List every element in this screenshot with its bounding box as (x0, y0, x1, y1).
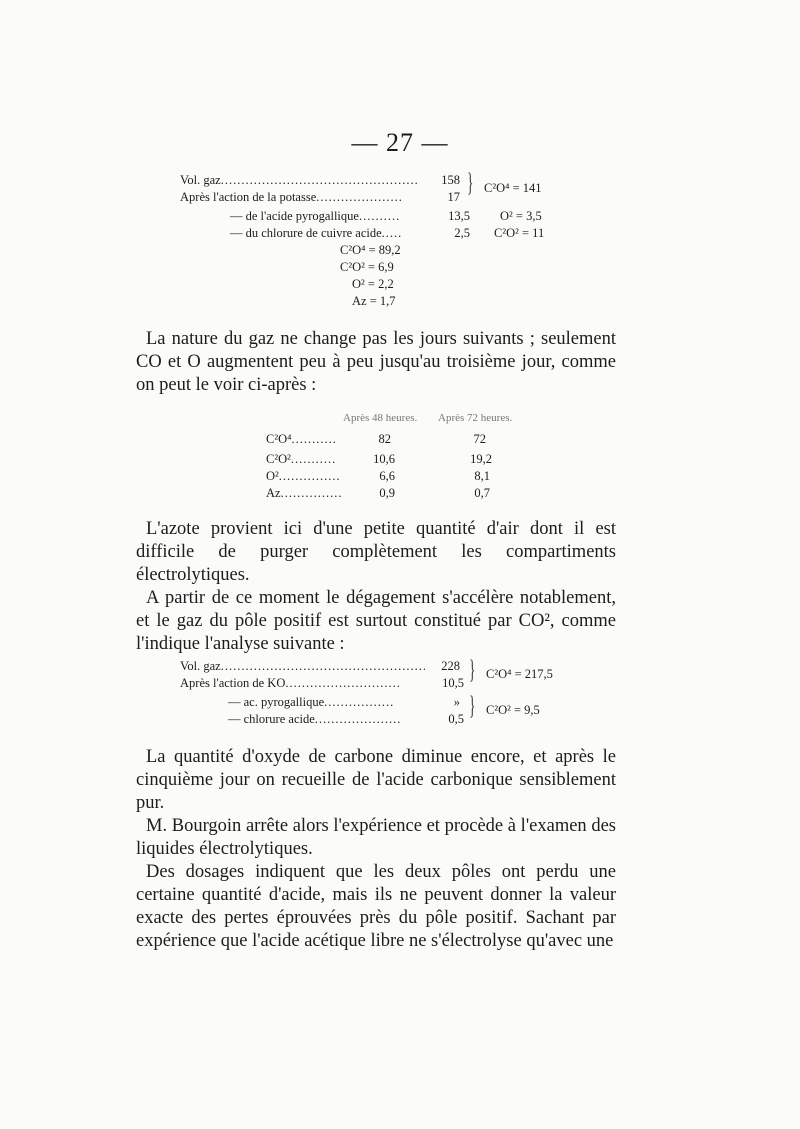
brace-icon: } (469, 691, 476, 720)
table-row: Az..... (266, 485, 343, 502)
table-row: O²..... (266, 468, 341, 485)
table-row: C²O⁴..... (266, 431, 337, 448)
total-line: C²O⁴ = 89,2 (340, 243, 401, 257)
table-value: 10,5 (442, 676, 464, 690)
table-value: 82 (378, 432, 391, 446)
total-line: O² = 2,2 (352, 277, 394, 291)
table-row: — chlorure acide..... (228, 711, 401, 728)
table-value: 72 (473, 432, 486, 446)
paragraph: L'azote provient ici d'une petite quantité d'air dont il est difficile de purger complètement les compartiments électrolytiques. A partir de ce moment le dégagement s'accélère notablement, et le gaz du pôle positif est surtout constitué par CO², comme l'indique l'analyse suivante : (136, 519, 616, 654)
paragraph: La nature du gaz ne change pas les jours suivants ; seulement CO et O augmentent peu à peu jusqu'au troisième jour, comme on peut le voir ci-après : (136, 329, 616, 395)
table-row: C²O²..... (266, 451, 337, 468)
paragraph: La quantité d'oxyde de carbone diminue encore, et après le cinquième jour on recueille de l'acide carbonique sensiblement pur. M. Bourgoin arrête alors l'expérience et procède à l'examen des liquides électrolytiques. Des dosages indiquent que les deux pôles ont perdu une certaine quantité d'acide, mais ils ne peuvent donner la valeur exacte des pertes éprouvées près du pôle positif. Sachant par expérience que l'acide acétique libre ne s'électrolyse qu'avec une (136, 747, 616, 951)
brace-icon: } (467, 168, 474, 197)
brace-result: C²O⁴ = 141 (484, 181, 542, 195)
table-row: — de l'acide pyrogallique..... (230, 208, 399, 225)
column-header: Après 72 heures. (438, 412, 513, 424)
table-value: 158 (441, 173, 460, 187)
table-row: — du chlorure de cuivre acide..... (230, 225, 402, 242)
table-value: 6,6 (379, 469, 395, 483)
table-value: 17 (447, 190, 460, 204)
brace-result: C²O⁴ = 217,5 (486, 667, 553, 681)
table-value: » (453, 695, 460, 709)
table-row: Après l'action de KO..... (180, 675, 401, 692)
table-row: — ac. pyrogallique..... (228, 694, 394, 711)
total-line: Az = 1,7 (352, 294, 396, 308)
table-value: 0,5 (448, 712, 464, 726)
brace-result: C²O² = 9,5 (486, 703, 540, 717)
table-value: 10,6 (373, 452, 395, 466)
table-value: 0,9 (379, 486, 395, 500)
table-value: 13,5 (448, 209, 470, 223)
table-value: 2,5 (454, 226, 470, 240)
table-row: Vol. gaz..... (180, 658, 425, 675)
column-header: Après 48 heures. (343, 412, 418, 424)
table-value: 228 (441, 659, 460, 673)
page-number: — 27 — (351, 128, 449, 157)
table-result: O² = 3,5 (500, 209, 542, 223)
total-line: C²O² = 6,9 (340, 260, 394, 274)
table-row: Vol. gaz..... (180, 172, 417, 189)
table-row: Après l'action de la potasse..... (180, 189, 402, 206)
table-result: C²O² = 11 (494, 226, 545, 240)
table-value: 8,1 (474, 469, 490, 483)
brace-icon: } (469, 655, 476, 684)
table-value: 19,2 (470, 452, 492, 466)
table-value: 0,7 (474, 486, 490, 500)
